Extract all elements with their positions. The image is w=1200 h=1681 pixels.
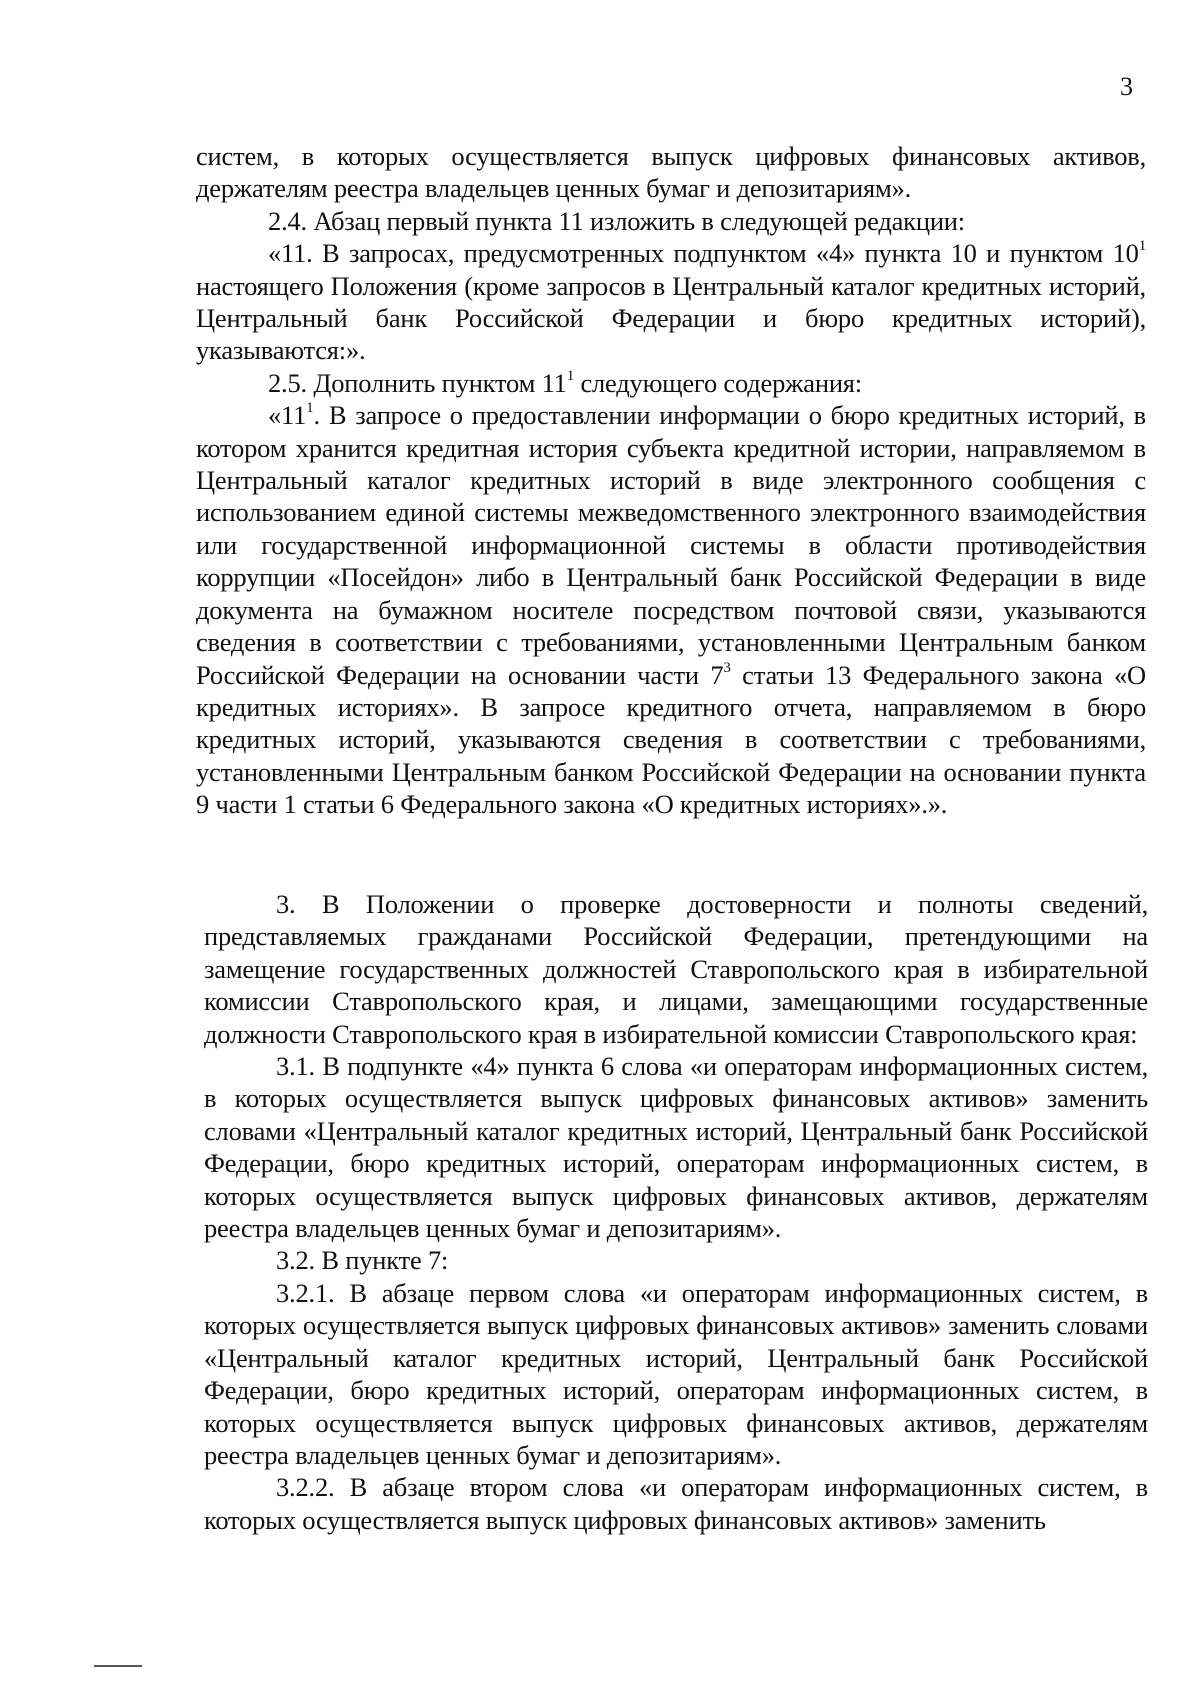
text-run: «11. В запросах, предусмотренных подпунктом «4» пункта 10 и пунктом 10: [268, 238, 1139, 269]
paragraph-continuation: систем, в которых осуществляется выпуск цифровых финансовых активов, держателям реестра владельцев ценных бумаг и депозитариям».: [196, 141, 1146, 204]
document-body-upper: [196, 140, 1146, 821]
paragraph-3: 3. В Положении о проверке достоверности и полноты сведений, представляемых гражданами Российской Федерации, претендующими на замещение государственных должностей Ставропольского края в избирательной комиссии Ставропольского края, и лицами, замещающими государственные должности Ставропольского края в избирательной комиссии Ставропольского края:: [204, 889, 1148, 1049]
page-number: 3: [1120, 72, 1133, 101]
text-run: следующего содержания:: [574, 367, 862, 398]
paragraph-3-2: 3.2. В пункте 7:: [276, 1245, 449, 1276]
text-run: статьи 13 Федерального закона «О кредитных историях». В запросе кредитного отчета, направляемом в бюро кредитных историй, указываются сведения в соответствии с требованиями, установленными Центральным банком Российской Федерации на основании пункта 9 части 1 статьи 6 Федерального закона «О кредитных историях».».: [196, 659, 1146, 820]
paragraph-3-1: 3.1. В подпункте «4» пункта 6 слова «и операторам информационных систем, в которых осуществляется выпуск цифровых финансовых активов» заменить словами «Центральный каталог кредитных историй, Центральный банк Российской Федерации, бюро кредитных историй, операторам информационных систем, в которых осуществляется выпуск цифровых финансовых активов, держателям реестра владельцев ценных бумаг и депозитариям».: [204, 1051, 1148, 1244]
document-body-lower: [204, 888, 1148, 1536]
text-run: настоящего Положения (кроме запросов в Центральный каталог кредитных историй, Центральный банк Российской Федерации и бюро кредитных историй), указываются:».: [196, 270, 1146, 366]
text-run: . В запросе о предоставлении информации о бюро кредитных историй, в котором хранится кредитная история субъекта кредитной истории, направляемом в Центральный каталог кредитных историй в виде электронного сообщения с использованием единой системы межведомственного электронного взаимодействия или государственной информационной системы в области противодействия коррупции «Посейдон» либо в Центральный банк Российской Федерации в виде документа на бумажном носителе посредством почтовой связи, указываются сведения в соответствии с требованиями, установленными Центральным банком Российской Федерации на основании части 7: [196, 400, 1146, 690]
text-run: «11: [268, 400, 307, 431]
paragraph-quote-11-1: [196, 399, 1146, 820]
paragraph-3-2-2: 3.2.2. В абзаце втором слова «и операторам информационных систем, в которых осуществляется выпуск цифровых финансовых активов» заменить: [204, 1472, 1148, 1535]
superscript: 1: [1138, 238, 1146, 255]
paragraph-2-5: [196, 367, 1146, 399]
text-run: 2.5. Дополнить пунктом 11: [268, 367, 567, 398]
scan-margin-mark: [94, 1665, 142, 1667]
paragraph-3-2-1: 3.2.1. В абзаце первом слова «и операторам информационных систем, в которых осуществляется выпуск цифровых финансовых активов» заменить словами «Центральный каталог кредитных историй, Центральный банк Российской Федерации, бюро кредитных историй, операторам информационных систем, в которых осуществляется выпуск цифровых финансовых активов, держателям реестра владельцев ценных бумаг и депозитариям».: [204, 1277, 1148, 1470]
superscript: 1: [566, 368, 575, 385]
paragraph-quote-11: [196, 237, 1146, 367]
superscript: 1: [306, 400, 314, 417]
paragraph-2-4: 2.4. Абзац первый пункта 11 изложить в следующей редакции:: [268, 205, 965, 236]
superscript: 3: [723, 659, 731, 676]
